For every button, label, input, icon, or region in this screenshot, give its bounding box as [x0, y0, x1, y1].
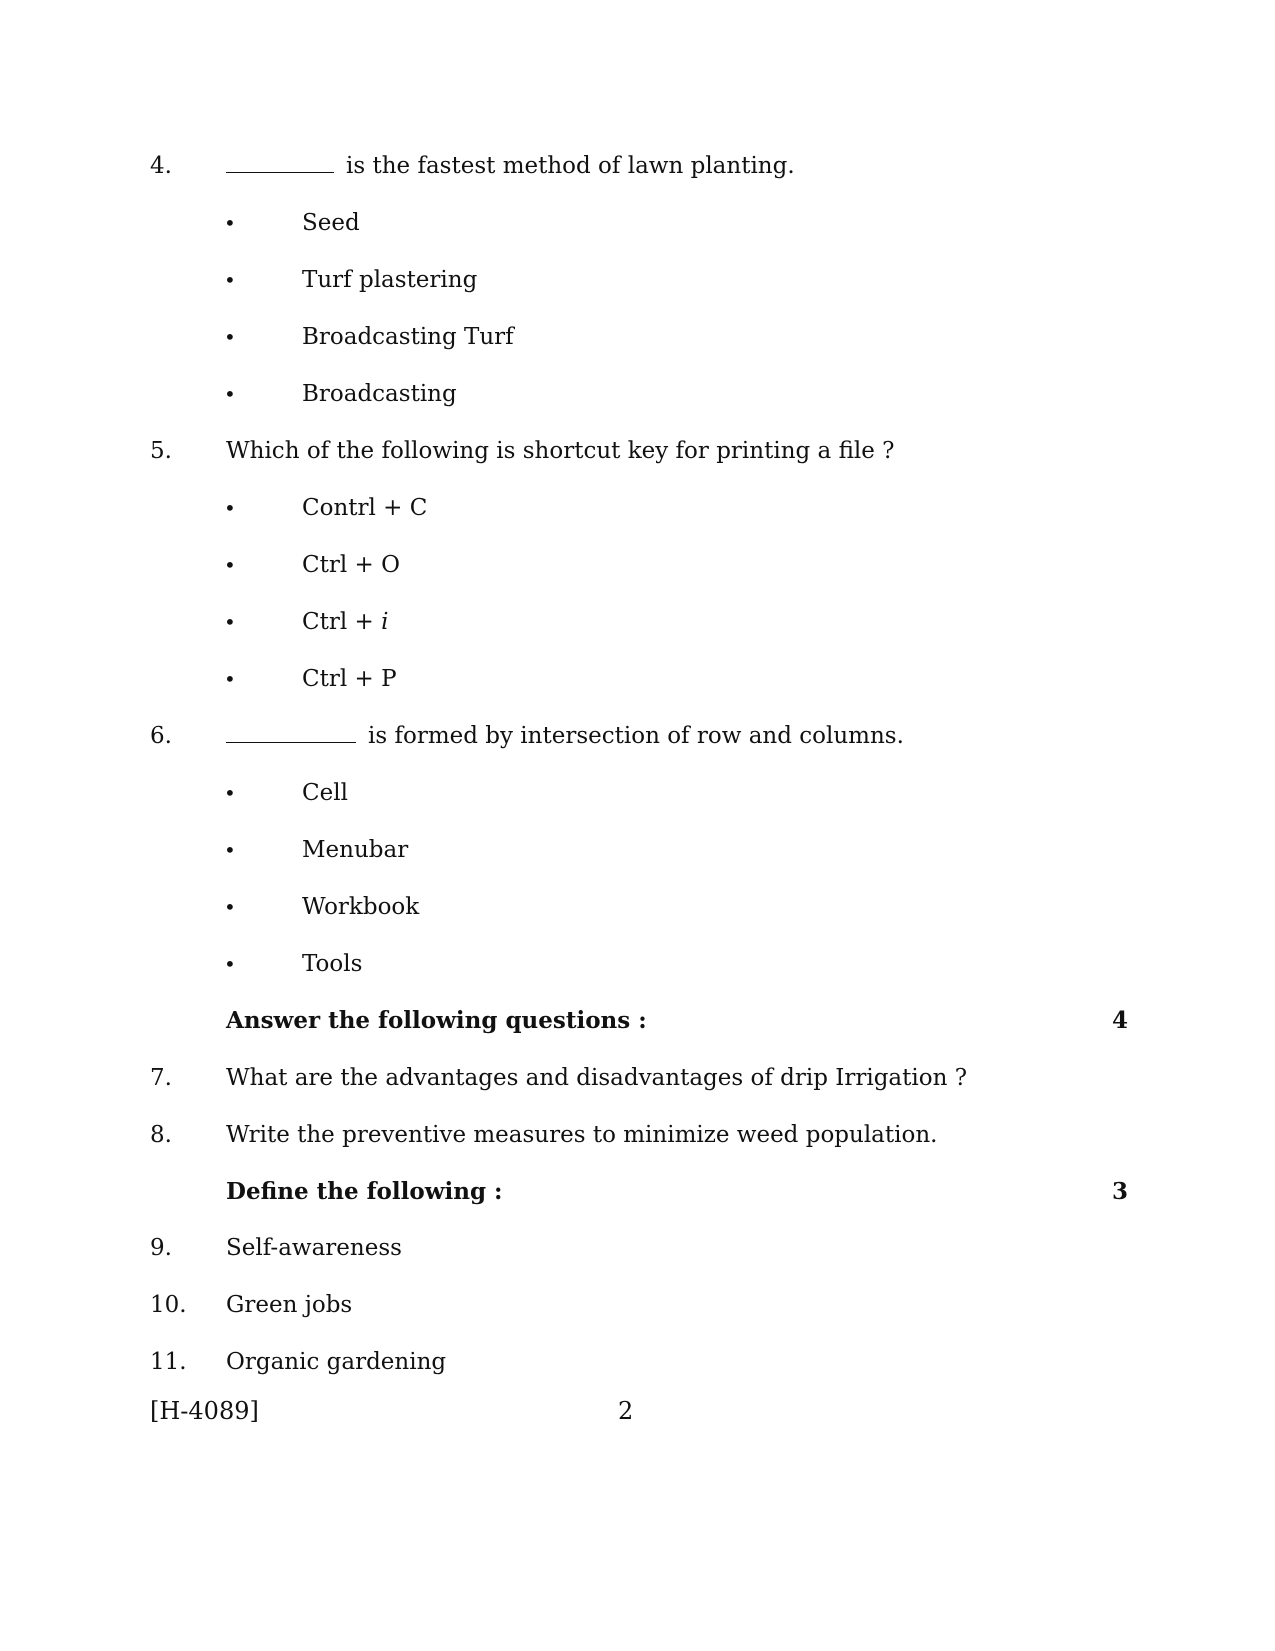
question-text: What are the advantages and disadvantages of drip Irrigation ? [226, 1065, 968, 1091]
question-number: 10. [150, 1292, 187, 1318]
section-heading: Define the following : [226, 1178, 503, 1205]
paper-code: [H-4089] [150, 1397, 259, 1425]
option: Broadcasting Turf [302, 324, 514, 350]
bullet: • [224, 838, 236, 862]
question-number: 4. [150, 153, 172, 179]
section-marks: 4 [1112, 1007, 1129, 1034]
section-marks: 3 [1112, 1178, 1129, 1205]
option: Tools [302, 951, 363, 977]
question-number: 7. [150, 1065, 172, 1091]
fill-in-blank [226, 154, 334, 173]
option: Cell [302, 780, 348, 806]
option: Ctrl + P [302, 666, 397, 692]
question-stem: is the fastest method of lawn planting. [346, 153, 795, 179]
question-text: Write the preventive measures to minimize weed population. [226, 1122, 938, 1148]
option: Seed [302, 210, 360, 236]
bullet: • [224, 667, 236, 691]
option: Workbook [302, 894, 420, 920]
bullet: • [224, 268, 236, 292]
page-number: 2 [618, 1397, 634, 1425]
option: Ctrl + i [302, 609, 389, 635]
question-text [226, 722, 904, 750]
section-heading: Answer the following questions : [226, 1007, 647, 1034]
question-number: 11. [150, 1349, 187, 1375]
question-number: 5. [150, 438, 172, 464]
option: Broadcasting [302, 381, 457, 407]
option: Menubar [302, 837, 409, 863]
bullet: • [224, 952, 236, 976]
fill-in-blank [226, 724, 356, 743]
bullet: • [224, 781, 236, 805]
option: Turf plastering [302, 267, 478, 293]
bullet: • [224, 610, 236, 634]
question-text: Organic gardening [226, 1349, 447, 1375]
bullet: • [224, 382, 236, 406]
bullet: • [224, 496, 236, 520]
question-stem: is formed by intersection of row and columns. [368, 723, 904, 749]
question-number: 8. [150, 1122, 172, 1148]
bullet: • [224, 325, 236, 349]
question-text: Which of the following is shortcut key for printing a file ? [226, 438, 895, 464]
bullet: • [224, 553, 236, 577]
option: Contrl + C [302, 495, 428, 521]
bullet: • [224, 211, 236, 235]
question-text: Self-awareness [226, 1235, 402, 1261]
question-number: 9. [150, 1235, 172, 1261]
question-text: Green jobs [226, 1292, 353, 1318]
option: Ctrl + O [302, 552, 400, 578]
bullet: • [224, 895, 236, 919]
question-text [226, 152, 795, 180]
question-number: 6. [150, 723, 172, 749]
